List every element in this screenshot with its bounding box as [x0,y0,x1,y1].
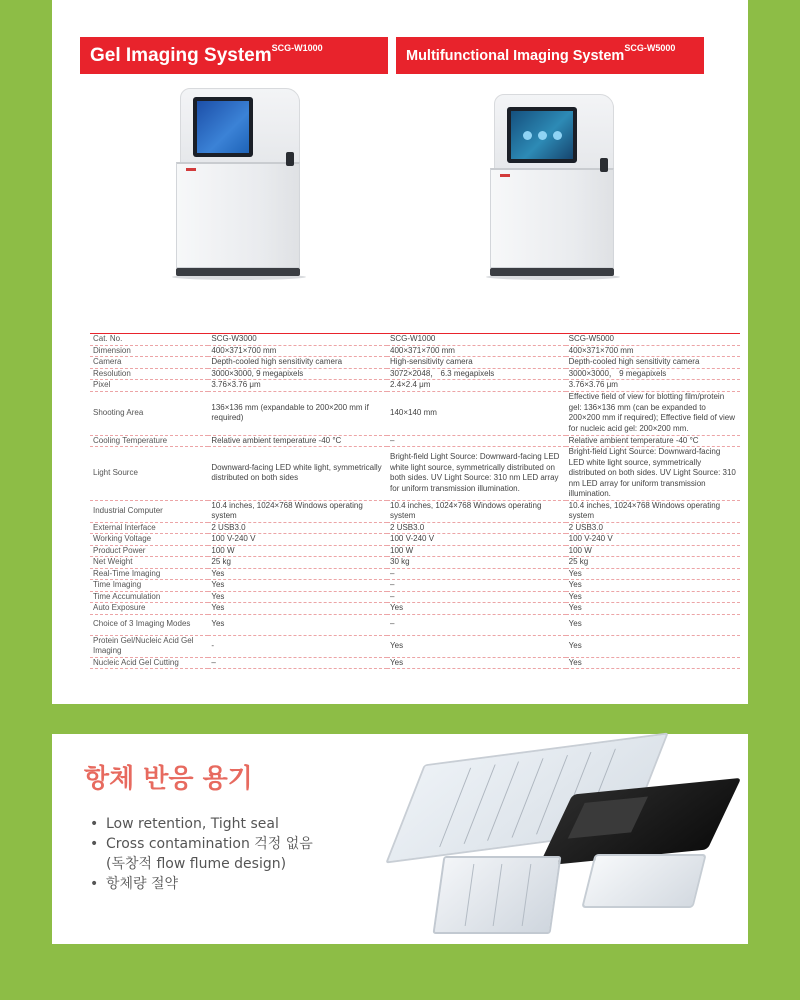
spec-value-w1000: Yes [387,635,566,657]
spec-value-w3000: 136×136 mm (expandable to 200×200 mm if required) [208,391,387,435]
spec-row [90,447,740,501]
spec-label: Industrial Computer [90,500,208,522]
spec-label: Cooling Temperature [90,435,208,447]
spec-value-w3000: - [208,635,387,657]
spec-value-w5000: 25 kg [566,557,740,569]
spec-value-w3000: 3000×3000, 9 megapixels [208,368,387,380]
spec-value-w3000: 100 W [208,545,387,557]
spec-value-w5000: Yes [566,657,740,669]
spec-row [90,603,740,615]
spec-value-w5000: 3000×3000， 9 megapixels [566,368,740,380]
spec-label: Pixel [90,380,208,392]
spec-row [90,568,740,580]
brand-logo [186,168,196,171]
spec-row [90,334,740,346]
spec-value-w5000: Effective field of view for blotting film/protein gel: 136×136 mm (can be expanded to 200×200 mm if required); Effective field of view for nucleic acid gel: 200×200 mm. [566,391,740,435]
spec-value-w5000: 400×371×700 mm [566,345,740,357]
banner-title: Multifunctional Imaging System [406,47,625,64]
gel-imager-product-image [172,88,300,280]
spec-value-w1000: 140×140 mm [387,391,566,435]
spec-value-w3000: Yes [208,568,387,580]
spec-value-w1000: Yes [387,657,566,669]
spec-label: Product Power [90,545,208,557]
spec-label: Resolution [90,368,208,380]
spec-row [90,591,740,603]
banner-multifunctional-imaging-system [396,37,704,74]
multifunctional-imager-product-image [486,94,614,280]
feature-item-text: Cross contamination 걱정 없음 [106,836,313,852]
spec-value-w1000: – [387,591,566,603]
spec-value-w1000: 400×371×700 mm [387,345,566,357]
spec-table [90,333,740,669]
spec-value-w3000: 3.76×3.76 μm [208,380,387,392]
spec-value-w1000: – [387,568,566,580]
product-lower-housing [176,162,300,268]
spec-value-w5000: Depth-cooled high sensitivity camera [566,357,740,369]
spec-label: Net Weight [90,557,208,569]
spec-value-w3000: Relative ambient temperature -40 °C [208,435,387,447]
banner-model: SCG-W5000 [624,42,676,53]
spec-value-w1000: 30 kg [387,557,566,569]
spec-label: Camera [90,357,208,369]
spec-value-w5000: 2 USB3.0 [566,522,740,534]
spec-value-w3000: Yes [208,591,387,603]
spec-row [90,357,740,369]
spec-label: Choice of 3 Imaging Modes [90,614,208,635]
spec-value-w5000: Yes [566,603,740,615]
spec-value-w5000: Yes [566,568,740,580]
spec-value-w1000: 2 USB3.0 [387,522,566,534]
spec-value-w3000: Downward-facing LED white light, symmetrically distributed on both sides [208,447,387,501]
product-upper-housing [494,94,614,170]
spec-label: Real-Time Imaging [90,568,208,580]
spec-value-w1000: SCG-W1000 [387,334,566,346]
spec-row [90,545,740,557]
spec-value-w1000: – [387,580,566,592]
spec-value-w1000: – [387,614,566,635]
spec-value-w3000: 400×371×700 mm [208,345,387,357]
banner-model: SCG-W1000 [271,42,323,53]
spec-value-w3000: – [208,657,387,669]
spec-row [90,580,740,592]
spec-label: Shooting Area [90,391,208,435]
spec-value-w3000: Yes [208,603,387,615]
spec-value-w5000: Relative ambient temperature -40 °C [566,435,740,447]
spec-value-w5000: Yes [566,614,740,635]
feature-item: • 항체량 절약 [88,874,313,894]
spec-value-w1000: 3072×2048， 6.3 megapixels [387,368,566,380]
spec-value-w5000: 10.4 inches, 1024×768 Windows operating system [566,500,740,522]
clear-square-tray-image [433,856,562,934]
spec-label: Light Source [90,447,208,501]
spec-value-w5000: Yes [566,635,740,657]
spec-row [90,635,740,657]
product-lower-housing [490,168,614,268]
banner-gel-imaging-system [80,37,388,74]
spec-value-w1000: High-sensitivity camera [387,357,566,369]
spec-row [90,557,740,569]
spec-label: External Interface [90,522,208,534]
spec-value-w5000: 3.76×3.76 μm [566,380,740,392]
spec-value-w3000: SCG-W3000 [208,334,387,346]
spec-value-w1000: Bright-field Light Source: Downward-facing LED white light source, symmetrically distributed on both sides. UV Light Source: 310 nm LED array for uniform transmission illumination. [387,447,566,501]
touchscreen-display [193,97,253,157]
spec-label: Cat. No. [90,334,208,346]
feature-item-note: (독창적 flow flume design) [106,856,287,872]
spec-value-w1000: – [387,435,566,447]
product-base [176,268,300,276]
spec-label: Time Imaging [90,580,208,592]
spec-row [90,522,740,534]
spec-value-w3000: Depth-cooled high sensitivity camera [208,357,387,369]
spec-value-w5000: 100 W [566,545,740,557]
spec-value-w5000: Bright-field Light Source: Downward-facing LED white light source, symmetrically distributed on both sides. UV Light Source: 310 nm LED array for uniform transmission illumination. [566,447,740,501]
spec-value-w5000: Yes [566,591,740,603]
spec-label: Dimension [90,345,208,357]
spec-value-w3000: 25 kg [208,557,387,569]
spec-value-w1000: 100 V-240 V [387,534,566,546]
spec-card [52,0,748,704]
spec-label: Protein Gel/Nucleic Acid Gel Imaging [90,635,208,657]
feature-list [88,814,313,894]
section-title: 항체 반응 용기 [84,764,253,794]
banner-title: Gel Imaging System [90,44,272,66]
spec-row [90,435,740,447]
spec-row [90,614,740,635]
spec-value-w3000: 10.4 inches, 1024×768 Windows operating system [208,500,387,522]
spec-row [90,500,740,522]
spec-value-w3000: Yes [208,580,387,592]
spec-label: Time Accumulation [90,591,208,603]
spec-value-w1000: 100 W [387,545,566,557]
spec-value-w5000: SCG-W5000 [566,334,740,346]
spec-value-w1000: Yes [387,603,566,615]
spec-row [90,534,740,546]
spec-label: Nucleic Acid Gel Cutting [90,657,208,669]
feature-item: • Low retention, Tight seal [88,814,313,834]
spec-value-w3000: 100 V-240 V [208,534,387,546]
spec-value-w5000: Yes [566,580,740,592]
spec-value-w3000: Yes [208,614,387,635]
clear-small-tray-image [581,854,706,908]
product-upper-housing [180,88,300,164]
antibody-container-card [52,734,748,944]
spec-label: Auto Exposure [90,603,208,615]
spec-value-w5000: 100 V-240 V [566,534,740,546]
spec-label: Working Voltage [90,534,208,546]
spec-value-w3000: 2 USB3.0 [208,522,387,534]
spec-row [90,345,740,357]
product-base [490,268,614,276]
spec-row [90,391,740,435]
spec-row [90,368,740,380]
spec-value-w1000: 2.4×2.4 μm [387,380,566,392]
door-handle-icon [286,152,294,166]
touchscreen-display [507,107,577,163]
spec-value-w1000: 10.4 inches, 1024×768 Windows operating system [387,500,566,522]
feature-item [88,834,313,874]
brand-logo [500,174,510,177]
spec-row [90,380,740,392]
door-handle-icon [600,158,608,172]
spec-row [90,657,740,669]
